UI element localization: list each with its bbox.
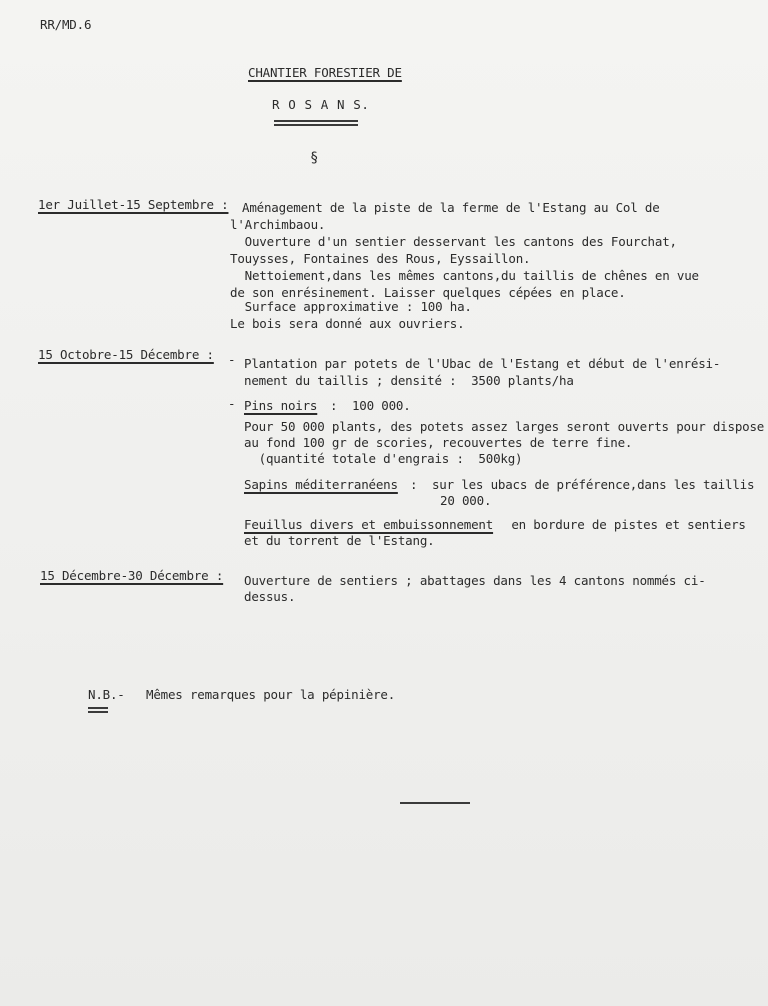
section-1-line: Touysses, Fontaines des Rous, Eyssaillon. (230, 251, 531, 266)
section-1-line: Ouverture d'un sentier desservant les cantons des Fourchat, (230, 234, 677, 249)
section-3-date: 15 Décembre-30 Décembre : (40, 568, 224, 583)
feuillus-label: Feuillus divers et embuissonnement (244, 517, 494, 532)
sapins-value: : sur les ubacs de préférence,dans les taillis (410, 477, 755, 492)
section-1-line: Surface approximative : 100 ha. (230, 299, 472, 314)
pins-line: (quantité totale d'engrais : 500kg) (244, 451, 523, 466)
nb-text: Mêmes remarques pour la pépinière. (146, 687, 396, 702)
section-2-line: Plantation par potets de l'Ubac de l'Estang et début de l'enrési- (244, 356, 721, 371)
nb-underline (88, 707, 108, 709)
section-1-line: l'Archimbaou. (230, 217, 326, 232)
section-2-dash: - (228, 352, 236, 367)
section-1-line: de son enrésinement. Laisser quelques cépées en place. (230, 285, 626, 300)
closing-rule (400, 802, 470, 804)
section-3-line: dessus. (244, 589, 296, 604)
section-2-line: nement du taillis ; densité : 3500 plants/ha (244, 373, 574, 388)
section-1-line: Aménagement de la piste de la ferme de l'Estang au Col de (242, 200, 660, 215)
section-3-line: Ouverture de sentiers ; abattages dans les 4 cantons nommés ci- (244, 573, 706, 588)
pins-label: Pins noirs (244, 398, 318, 413)
document-subtitle: R O S A N S. (272, 97, 370, 112)
feuillus-line: et du torrent de l'Estang. (244, 533, 435, 548)
section-mark: § (310, 150, 319, 166)
document-title: CHANTIER FORESTIER DE (248, 65, 402, 80)
pins-line: Pour 50 000 plants, des potets assez larges seront ouverts pour dispose (244, 419, 765, 434)
nb-label: N.B.- (88, 687, 125, 702)
sapins-count: 20 000. (440, 493, 492, 508)
document-reference: RR/MD.6 (40, 17, 92, 32)
section-1-line: Nettoiement,dans les mêmes cantons,du taillis de chênes en vue (230, 268, 699, 283)
pins-dash: - (228, 396, 236, 411)
pins-value: : 100 000. (330, 398, 411, 413)
section-1-line: Le bois sera donné aux ouvriers. (230, 316, 465, 331)
sapins-label: Sapins méditerranéens (244, 477, 398, 492)
section-1-date: 1er Juillet-15 Septembre : (38, 197, 229, 212)
title-underline (274, 120, 358, 122)
feuillus-value: en bordure de pistes et sentiers (504, 517, 746, 532)
pins-line: au fond 100 gr de scories, recouvertes de terre fine. (244, 435, 633, 450)
section-2-date: 15 Octobre-15 Décembre : (38, 347, 214, 362)
